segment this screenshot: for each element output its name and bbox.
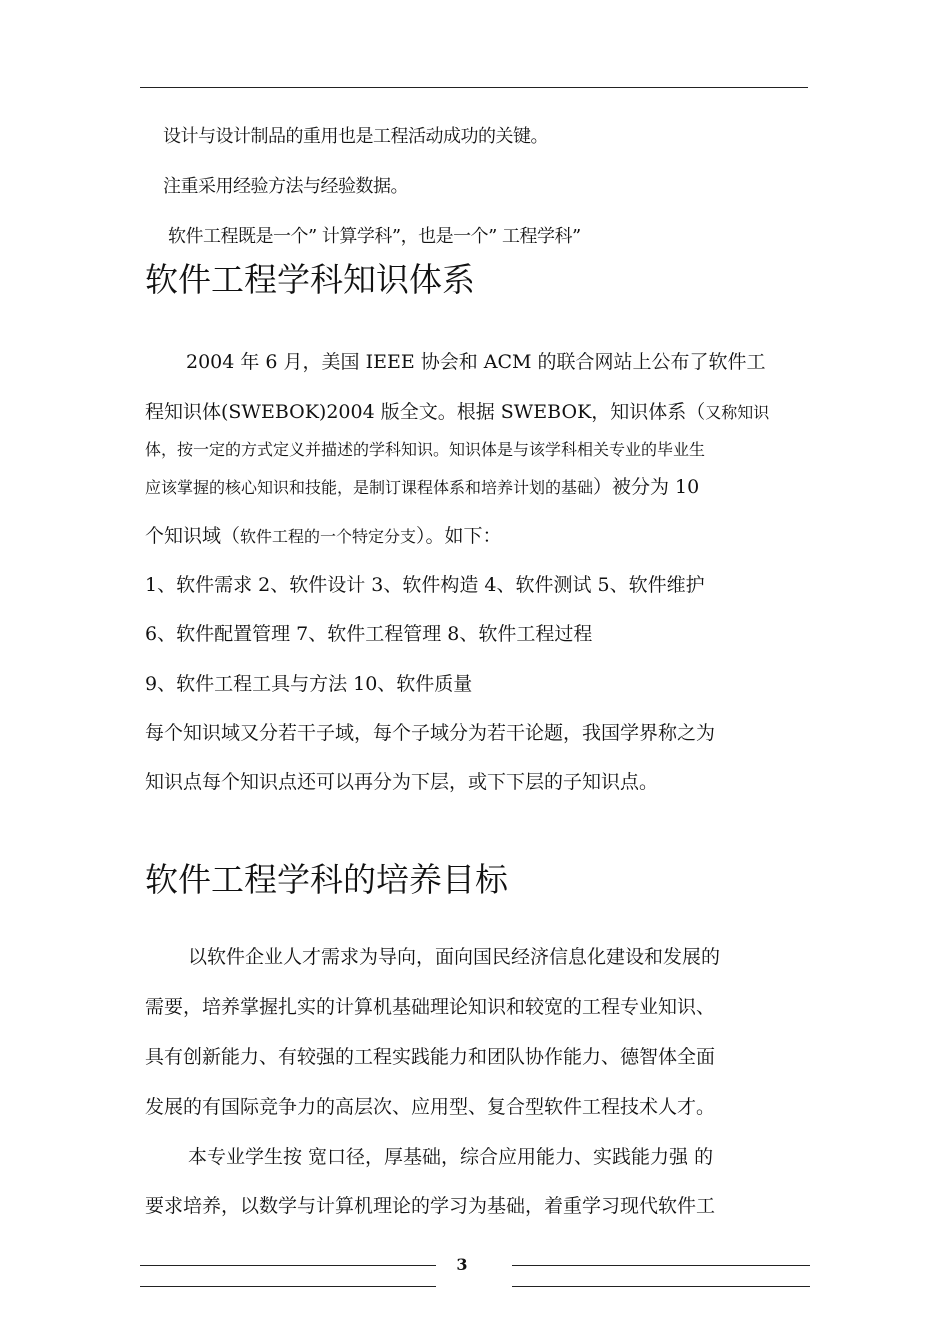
paragraph-line: 本专业学生按 宽口径，厚基础，综合应用能力、实践能力强 的 [188,1146,714,1168]
text-line: 软件工程既是一个” 计算学科”，也是一个” 工程学科” [168,226,581,247]
paragraph-line: 2004 年 6 月，美国 IEEE 协会和 ACM 的联合网站上公布了软件工 [186,351,766,373]
text-line: 设计与设计制品的重用也是工程活动成功的关键。 [163,126,548,147]
paragraph-line: 体，按一定的方式定义并描述的学科知识。知识体是与该学科相关专业的毕业生 [145,440,706,459]
footer-rule-left-lower [140,1286,436,1287]
paragraph-line: 每个知识域又分若干子域，每个子域分为若干论题，我国学界称之为 [145,722,716,744]
text-run-small: 应该掌握的核心知识和技能，是制订课程体系和培养计划的基础 [145,478,594,497]
text-run: ）被分为 10 [593,476,700,498]
text-run: 程知识体(SWEBOK)2004 版全文。根据 SWEBOK，知识体系（ [145,401,706,423]
paragraph-line [145,400,769,425]
text-run: 个知识域（ [145,525,241,547]
paragraph-line: 需要，培养掌握扎实的计算机基础理论知识和较宽的工程专业知识、 [145,996,716,1018]
section-title: 软件工程学科知识体系 [145,260,475,299]
list-item: 6、软件配置管理 7、软件工程管理 8、软件工程过程 [145,623,593,645]
paragraph-line: 知识点每个知识点还可以再分为下层，或下下层的子知识点。 [145,771,659,793]
page-number: 3 [456,1255,468,1274]
paragraph-line [145,475,699,500]
paragraph-line [145,524,502,549]
header-rule [140,87,808,88]
footer-rule-right-lower [512,1286,810,1287]
list-item: 1、软件需求 2、软件设计 3、软件构造 4、软件测试 5、软件维护 [145,574,705,596]
paragraph-line: 具有创新能力、有较强的工程实践能力和团队协作能力、德智体全面 [145,1046,716,1068]
paragraph-line: 发展的有国际竞争力的高层次、应用型、复合型软件工程技术人才。 [145,1096,716,1118]
footer-rule-right [512,1265,810,1266]
paragraph-line: 以软件企业人才需求为导向，面向国民经济信息化建设和发展的 [188,946,721,968]
list-item: 9、软件工程工具与方法 10、软件质量 [145,673,473,695]
text-line: 注重采用经验方法与经验数据。 [163,176,408,197]
text-run: ）。如下： [416,525,502,547]
text-run-small: 软件工程的一个特定分支 [240,527,417,546]
paragraph-line: 要求培养，以数学与计算机理论的学习为基础，着重学习现代软件工 [145,1195,716,1217]
footer-rule-left [140,1265,436,1266]
section-title: 软件工程学科的培养目标 [145,860,508,899]
text-run-small: 又称知识 [705,403,770,422]
